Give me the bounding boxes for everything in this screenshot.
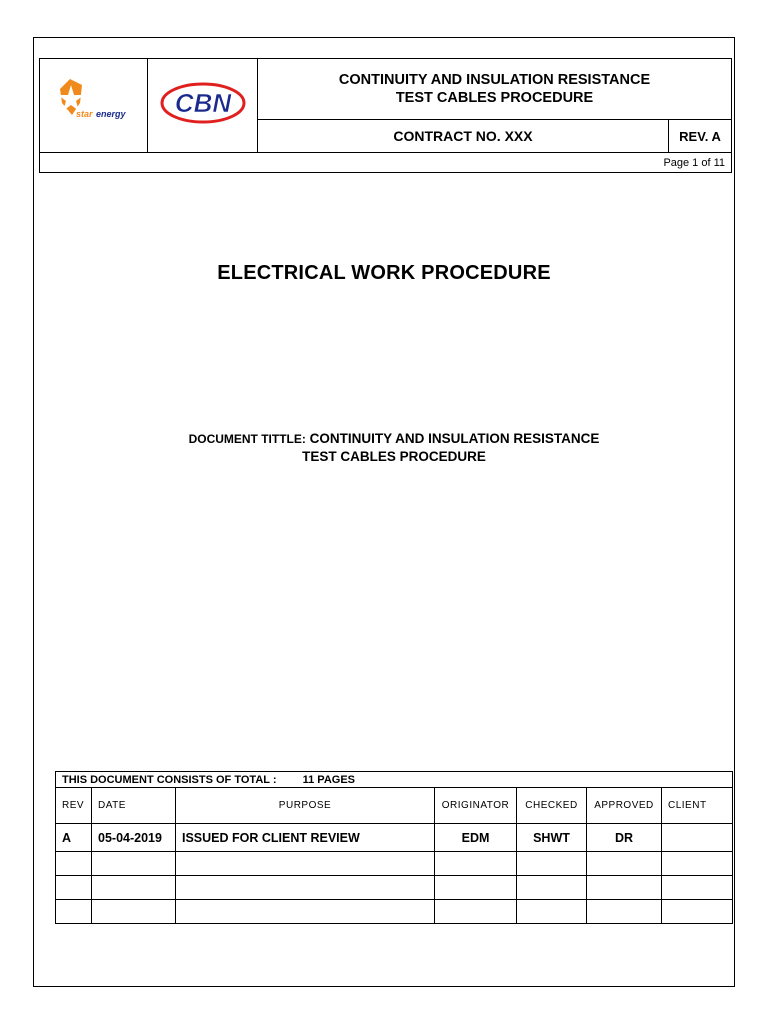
revision-table-header xyxy=(56,788,733,824)
document-title-line1: CONTINUITY AND INSULATION RESISTANCE xyxy=(309,431,600,446)
main-title: ELECTRICAL WORK PROCEDURE xyxy=(217,262,551,284)
table-row xyxy=(56,852,733,876)
cell-client xyxy=(662,824,733,852)
col-rev: REV xyxy=(56,788,92,824)
star-energy-logo xyxy=(54,73,134,133)
col-date: DATE xyxy=(92,788,176,824)
cell-purpose: ISSUED FOR CLIENT REVIEW xyxy=(176,824,435,852)
header-title xyxy=(258,59,732,120)
cell-date: 05-04-2019 xyxy=(92,824,176,852)
total-pages-value: 11 PAGES xyxy=(302,773,356,786)
revision-table xyxy=(55,771,732,924)
svg-text:energy: energy xyxy=(95,109,126,119)
svg-text:CBN: CBN xyxy=(174,88,231,118)
cell-approved: DR xyxy=(587,824,662,852)
table-row xyxy=(56,824,733,852)
document-title xyxy=(120,430,668,465)
cell-checked: SHWT xyxy=(517,824,587,852)
col-client: CLIENT xyxy=(662,788,733,824)
star-energy-logo-cell xyxy=(40,59,148,153)
cbn-logo-cell xyxy=(148,59,258,153)
col-approved: APPROVED xyxy=(587,788,662,824)
header-title-line1: CONTINUITY AND INSULATION RESISTANCE xyxy=(338,72,651,88)
total-pages-row xyxy=(56,772,733,788)
table-row xyxy=(56,876,733,900)
table-row xyxy=(56,900,733,924)
document-title-line2: TEST CABLES PROCEDURE xyxy=(302,449,486,464)
cell-rev: A xyxy=(56,824,92,852)
revision-label: REV. A xyxy=(669,120,732,153)
svg-text:star: star xyxy=(75,109,93,119)
cell-originator: EDM xyxy=(435,824,517,852)
col-purpose: PURPOSE xyxy=(176,788,435,824)
document-header xyxy=(39,58,731,174)
document-title-label: DOCUMENT TITTLE: xyxy=(188,432,306,446)
page-number: Page 1 of 11 xyxy=(40,153,732,173)
col-checked: CHECKED xyxy=(517,788,587,824)
col-originator: ORIGINATOR xyxy=(435,788,517,824)
total-pages-label: THIS DOCUMENT CONSISTS OF TOTAL : xyxy=(62,773,277,786)
cbn-logo xyxy=(160,81,246,125)
header-title-line2: TEST CABLES PROCEDURE xyxy=(395,90,594,106)
contract-number: CONTRACT NO. XXX xyxy=(258,120,669,153)
